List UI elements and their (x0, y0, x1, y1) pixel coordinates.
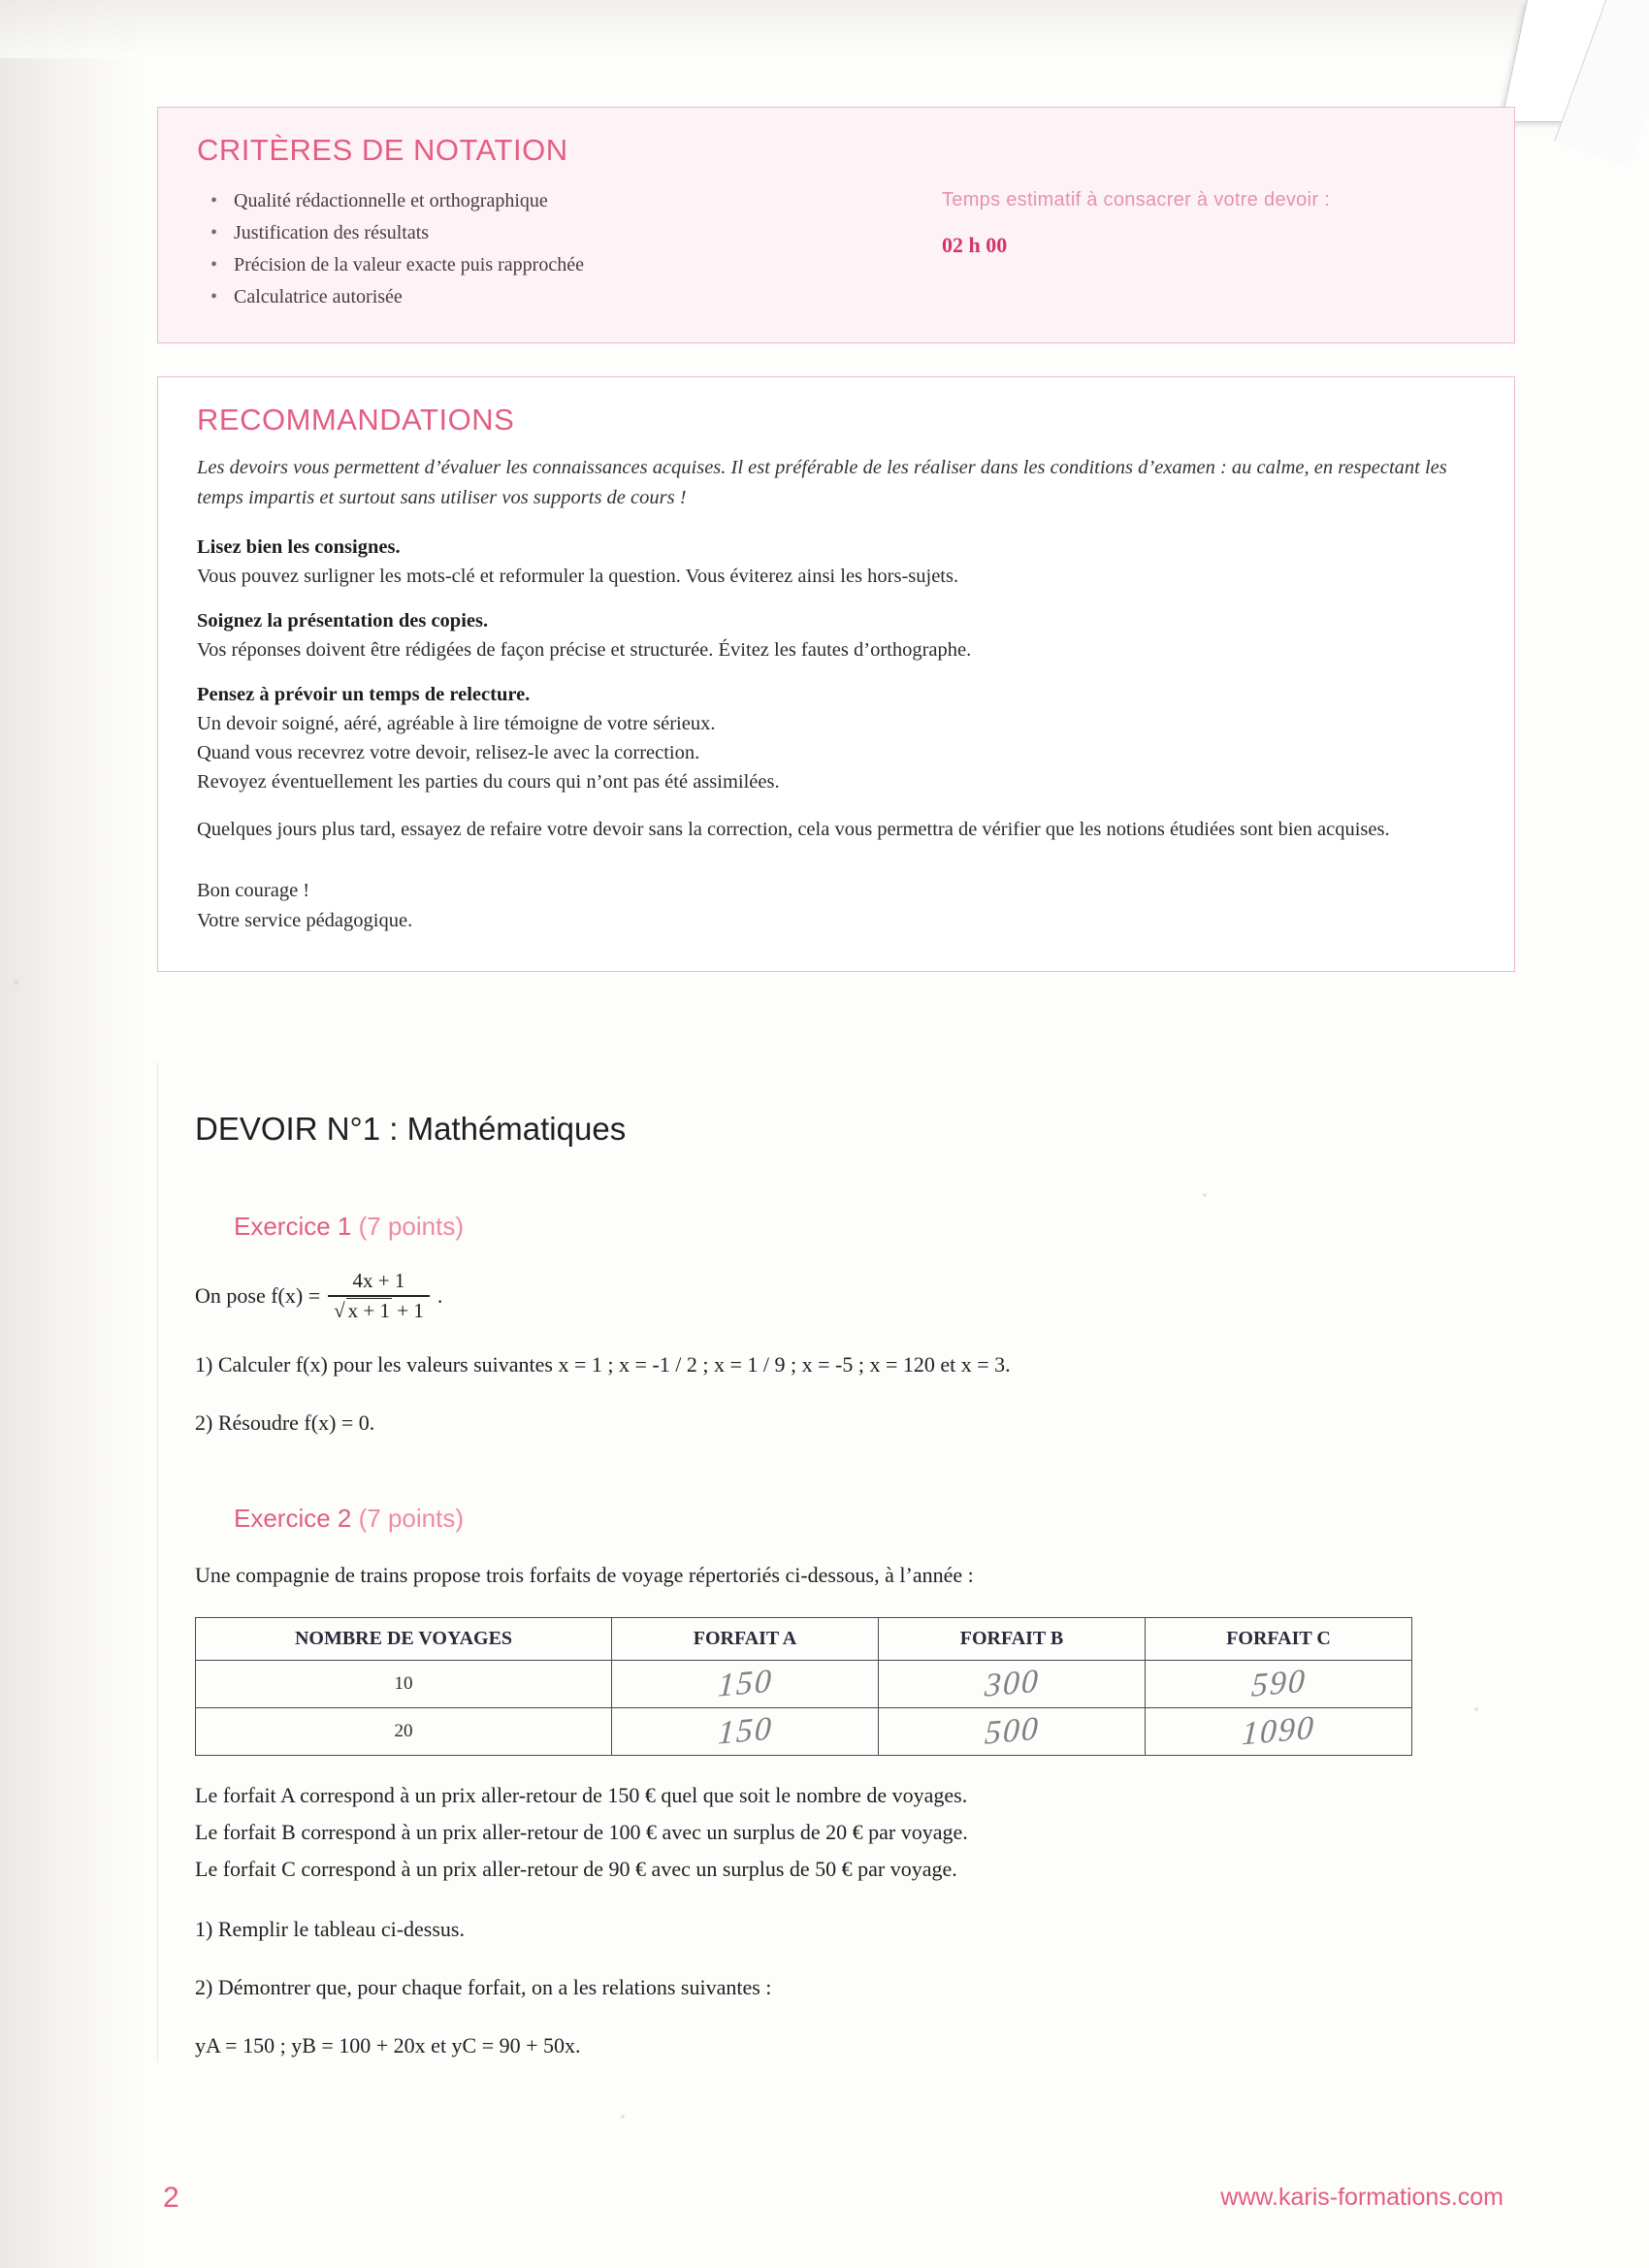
handwritten-answer: 590 (1249, 1662, 1308, 1704)
recommendation-line: Vous pouvez surligner les mots-clé et reformuler la question. Vous éviterez ainsi les hors-sujets. (197, 566, 959, 587)
forfait-b-description: Le forfait B correspond à un prix aller-retour de 100 € avec un surplus de 20 € par voyage. (195, 1819, 968, 1844)
handwritten-answer: 300 (983, 1662, 1041, 1704)
list-item: • Précision de la valeur exacte puis rapprochée (234, 249, 913, 281)
handwritten-answer: 500 (983, 1709, 1041, 1752)
cell-forfait-b[interactable] (879, 1707, 1146, 1755)
recommendation-line: Quand vous recevrez votre devoir, relisez-le avec la correction. (197, 742, 700, 763)
scan-speck (621, 2115, 625, 2119)
cell-voyages: 20 (196, 1707, 612, 1755)
recommendation-line: Revoyez éventuellement les parties du cours qui n’ont pas été assimilées. (197, 771, 780, 793)
cell-forfait-a[interactable] (612, 1660, 879, 1707)
recommendations-signature (197, 876, 1475, 936)
exercise-2-title (234, 1504, 1478, 1534)
signature-line-2: Votre service pédagogique. (197, 910, 413, 931)
formula-numerator: 4x + 1 (352, 1269, 405, 1292)
cell-forfait-c[interactable] (1146, 1707, 1412, 1755)
criteria-section (157, 107, 1515, 343)
exercise-2-points: (7 points) (358, 1503, 465, 1533)
cell-forfait-b[interactable] (879, 1660, 1146, 1707)
recommendations-title: RECOMMANDATIONS (197, 403, 515, 437)
recommendation-heading: Lisez bien les consignes. (197, 536, 401, 558)
formula-suffix: . (436, 1282, 443, 1308)
table-header-row (196, 1617, 1412, 1660)
exercise-2-relations: yA = 150 ; yB = 100 + 20x et yC = 90 + 50x. (195, 2032, 581, 2057)
exercise-1-question-2: 2) Résoudre f(x) = 0. (195, 1409, 375, 1435)
exercise-1-formula (195, 1269, 1478, 1323)
cell-forfait-a[interactable] (612, 1707, 879, 1755)
formula-radicand: x + 1 (347, 1298, 390, 1322)
estimated-time-block (913, 185, 1330, 313)
recommendation-heading: Pensez à prévoir un temps de relecture. (197, 684, 531, 705)
exercise-2-label: Exercice 2 (234, 1503, 352, 1533)
column-header-forfait-b: FORFAIT B (879, 1617, 1146, 1660)
recommendation-block (197, 680, 1475, 796)
scan-speck (14, 980, 18, 985)
exercise-1-label: Exercice 1 (234, 1212, 352, 1241)
assignment-title: DEVOIR N°1 : Mathématiques (195, 1111, 627, 1147)
recommendation-block (197, 533, 1475, 591)
signature-line-1: Bon courage ! (197, 880, 310, 901)
exercise-1-title (234, 1212, 1478, 1242)
list-item: • Calculatrice autorisée (234, 281, 913, 313)
estimated-time-label: Temps estimatif à consacrer à votre devoir : (942, 189, 1331, 211)
assignment-section (157, 1062, 1515, 2062)
exercise-1-points: (7 points) (358, 1212, 465, 1241)
formula-denominator: √ x + 1 + 1 (334, 1298, 424, 1322)
column-header-forfait-a: FORFAIT A (612, 1617, 879, 1660)
criteria-list (197, 185, 913, 313)
recommendation-block (197, 606, 1475, 664)
recommendation-heading: Soignez la présentation des copies. (197, 610, 489, 632)
cell-forfait-c[interactable] (1146, 1660, 1412, 1707)
exercise-2-intro: Une compagnie de trains propose trois forfaits de voyage répertoriés ci-dessous, à l’année : (195, 1562, 974, 1587)
page-number: 2 (163, 2182, 179, 2214)
handwritten-answer: 150 (716, 1709, 774, 1752)
table-row (196, 1707, 1412, 1755)
cell-voyages: 10 (196, 1660, 612, 1707)
recommendations-closing-paragraph: Quelques jours plus tard, essayez de refaire votre devoir sans la correction, cela vous permettra de vérifier que les notions étudiées sont bien acquises. (197, 819, 1390, 840)
exercise-1-question-1: 1) Calculer f(x) pour les valeurs suivantes x = 1 ; x = -1 / 2 ; x = 1 / 9 ; x = -5 ; x = 120 et x = 3. (195, 1351, 1011, 1377)
column-header-voyages: NOMBRE DE VOYAGES (196, 1617, 612, 1660)
recommendation-line: Un devoir soigné, aéré, agréable à lire témoigne de votre sérieux. (197, 713, 716, 734)
handwritten-answer: 150 (716, 1662, 774, 1704)
forfaits-table (195, 1617, 1412, 1756)
exercise-2-question-1: 1) Remplir le tableau ci-dessus. (195, 1916, 465, 1941)
recommendations-intro: Les devoirs vous permettent d’évaluer les connaissances acquises. Il est préférable de les réaliser dans les conditions d’examen : au calme, en respectant les temps impartis et surtout sans utiliser vos supports de cours ! (197, 457, 1447, 508)
list-item: • Justification des résultats (234, 217, 913, 249)
recommendations-section (157, 376, 1515, 972)
table-row (196, 1660, 1412, 1707)
handwritten-answer: 1090 (1241, 1709, 1316, 1752)
column-header-forfait-c: FORFAIT C (1146, 1617, 1412, 1660)
formula-fraction (328, 1269, 430, 1323)
scan-speck (1474, 1707, 1478, 1711)
footer-url: www.karis-formations.com (1220, 2184, 1504, 2211)
forfait-c-description: Le forfait C correspond à un prix aller-retour de 90 € avec un surplus de 50 € par voyage. (195, 1856, 957, 1881)
formula-prefix: On pose f(x) = (195, 1282, 321, 1308)
criteria-title: CRITÈRES DE NOTATION (197, 133, 568, 167)
scan-speck (1203, 1193, 1207, 1197)
formula-denominator-tail: + 1 (397, 1298, 424, 1322)
estimated-time-value: 02 h 00 (942, 233, 1008, 257)
exercise-2-question-2: 2) Démontrer que, pour chaque forfait, on a les relations suivantes : (195, 1974, 772, 1999)
recommendation-line: Vos réponses doivent être rédigées de façon précise et structurée. Évitez les fautes d’orthographe. (197, 639, 972, 661)
forfait-a-description: Le forfait A correspond à un prix aller-retour de 150 € quel que soit le nombre de voyages. (195, 1782, 968, 1807)
list-item: • Qualité rédactionnelle et orthographique (234, 185, 913, 217)
